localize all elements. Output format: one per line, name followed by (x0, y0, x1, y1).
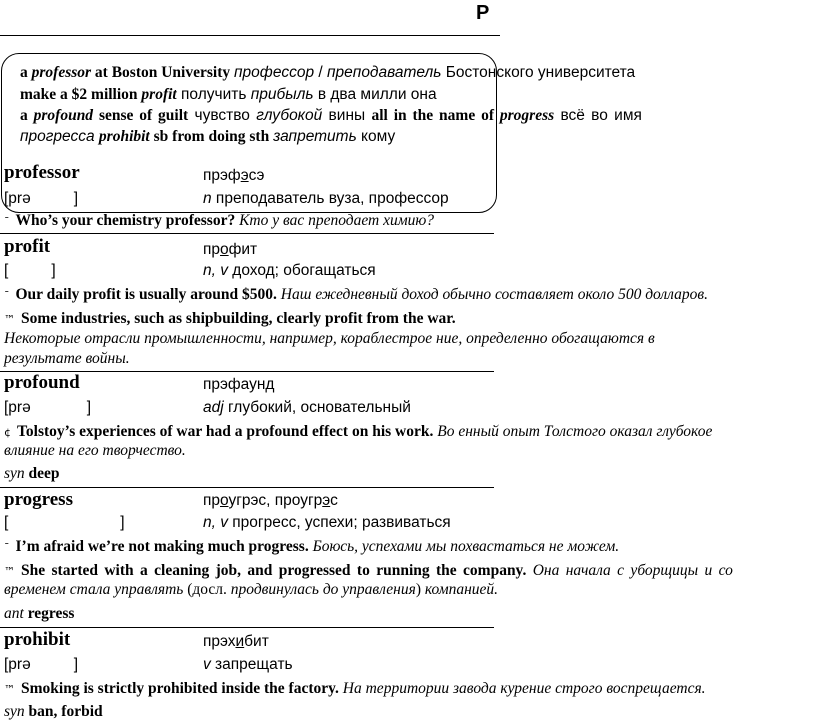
entry-example-profound-1-translation-cont: влияние на его творчество. (4, 442, 186, 459)
entry-meaning-prohibit: v запрещать (203, 656, 293, 673)
entry-meaning-profound: adj глубокий, основательный (203, 399, 411, 416)
entry-ipa-profit: [ ] (4, 262, 56, 279)
entry-example-profit-2-translation-cont: результате войны. (4, 350, 130, 367)
entry-example-prohibit-1: ™ Smoking is strictly prohibited inside the factory. На территории завода курение строго воспрещается. (4, 680, 706, 697)
entry-example-progress-1: ¯ I’m afraid we’re not making much progress. Боюсь, успехами мы похвастаться не можем. (4, 538, 620, 555)
entry-ipa-professor: [prə ] (4, 190, 79, 207)
entry-word-profound: profound (4, 372, 80, 393)
entry-divider (0, 233, 494, 234)
header-rule (0, 35, 500, 36)
entry-pron-professor: прэфэсэ (203, 167, 265, 184)
entry-example-profound-1: ¢ Tolstoy’s experiences of war had a profound effect on his work. Во енный опыт Толстого оказал глубокое (4, 423, 713, 440)
entry-divider (0, 627, 494, 628)
entry-word-prohibit: prohibit (4, 629, 71, 650)
entry-example-progress-2-translation-cont: временем стала управлять (досл. продвинулась до управления) компанией. (4, 581, 499, 598)
phrase-line-3: a profound sense of guilt чувство глубокой вины all in the name of progress всё во имя (20, 107, 642, 124)
entry-ipa-progress: [ ] (4, 514, 125, 531)
section-letter: P (476, 2, 490, 24)
entry-synonyms-profound: syn deep (4, 465, 60, 482)
entry-word-professor: professor (4, 162, 80, 183)
phrase-line-4: прогресса prohibit sb from doing sth запретить кому (20, 128, 396, 145)
entry-meaning-professor: n преподаватель вуза, профессор (203, 190, 449, 207)
entry-example-progress-2: ™ She started with a cleaning job, and progressed to running the company. Она начала с уборщицы и со (4, 562, 733, 579)
entry-word-progress: progress (4, 489, 73, 510)
entry-meaning-progress: n, v прогресс, успехи; развиваться (203, 514, 451, 531)
entry-pron-prohibit: прэхибит (203, 633, 269, 650)
entry-pron-progress: проугрэс, проугрэс (203, 492, 338, 509)
entry-example-profit-2: ™ Some industries, such as shipbuilding, clearly profit from the war. (4, 310, 456, 327)
phrase-line-2: make a $2 million profit получить прибыль в два милли она (20, 86, 437, 103)
entry-ipa-profound: [prə ] (4, 399, 91, 416)
entry-example-professor-1: ¯ Who’s your chemistry professor? Кто у вас преподает химию? (4, 212, 435, 229)
entry-divider (0, 487, 494, 488)
entry-pron-profound: прэфаунд (203, 376, 275, 393)
entry-synonyms-prohibit: syn ban, forbid (4, 703, 103, 720)
entry-example-profit-2-translation: Некоторые отрасли промышленности, например, кораблестрое ние, определенно обогащаются в (4, 330, 655, 347)
entry-meaning-profit: n, v доход; обогащаться (203, 262, 376, 279)
entry-antonyms-progress: ant regress (4, 605, 75, 622)
phrase-line-1: a professor at Boston University профессор / преподаватель Бостонского университета (20, 64, 636, 81)
entry-ipa-prohibit: [prə ] (4, 656, 79, 673)
entry-pron-profit: профит (203, 241, 258, 258)
entry-word-profit: profit (4, 236, 51, 257)
entry-example-profit-1: ¯ Our daily profit is usually around $500. Наш ежедневный доход обычно составляет около 500 долларов. (4, 286, 708, 303)
